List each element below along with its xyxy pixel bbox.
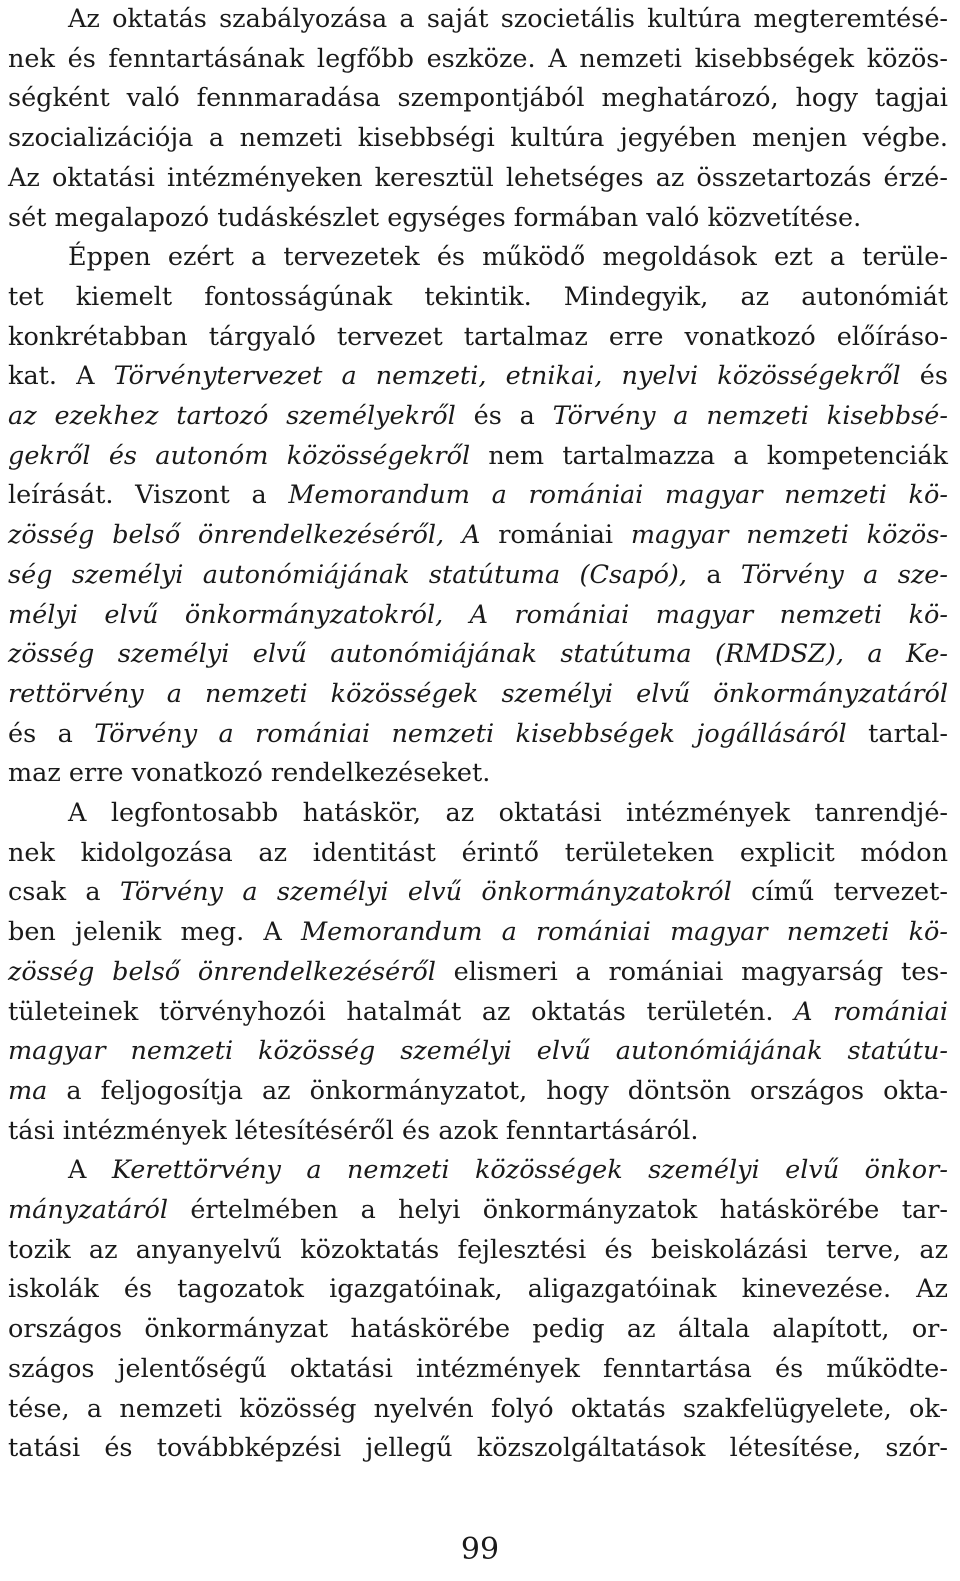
text-run: Éppen ezért a tervezetek és működő megoldások ezt a terüle-: [68, 242, 948, 273]
text-run: tatási és továbbképzési jellegű közszolgáltatások létesítése, szór-: [8, 1433, 948, 1464]
italic-text-run: mányzatáról: [8, 1195, 168, 1225]
text-line: [8, 715, 948, 755]
text-line: [8, 1390, 948, 1430]
text-run: A: [68, 1155, 112, 1186]
text-run: szágos jelentőségű oktatási intézmények fenntartása és működte-: [8, 1353, 948, 1384]
text-run: Az oktatás szabályozása a saját szocietális kultúra megteremtésé-: [68, 4, 949, 34]
text-line: [8, 834, 948, 874]
text-run: sét megalapozó tudáskészlet egységes formában való közvetítése.: [8, 202, 862, 233]
text-run: kat. A: [8, 361, 114, 392]
italic-text-run: Törvény a személyi elvű önkormányzatokról: [120, 877, 732, 908]
text-run: és: [900, 361, 948, 392]
text-line: [8, 556, 948, 596]
text-line: [8, 1072, 948, 1112]
text-run: tási intézmények létesítéséről és azok fenntartásáról.: [8, 1115, 699, 1146]
text-line: [8, 0, 948, 40]
text-run: nek és fenntartásának legfőbb eszköze. A nemzeti kisebbségek közös-: [8, 43, 949, 74]
text-line: [8, 596, 948, 636]
italic-text-run: ség személyi autonómiájának statútuma (Csapó),: [8, 559, 687, 590]
italic-text-run: Törvény a sze-: [740, 559, 948, 590]
text-run: a feljogosítja az önkormányzatot, hogy döntsön országos okta-: [47, 1075, 948, 1106]
text-line: [8, 873, 948, 913]
text-line: [8, 278, 948, 318]
text-line: [8, 675, 948, 715]
text-run: ségként való fennmaradása szempontjából meghatározó, hogy tagjai: [8, 83, 948, 114]
italic-text-run: magyar nemzeti közösség személyi elvű autonómiájának statútu-: [8, 1036, 948, 1067]
text-run: szocializációja a nemzeti kisebbségi kultúra jegyében menjen végbe.: [8, 123, 949, 154]
text-line: [8, 238, 948, 278]
text-run: iskolák és tagozatok igazgatóinak, aligazgatóinak kinevezése. Az: [8, 1274, 948, 1305]
text-line: [8, 993, 948, 1033]
text-run: a: [687, 559, 741, 590]
text-line: [8, 119, 948, 159]
text-run: Az oktatási intézményeken keresztül lehetséges az összetartozás érzé-: [8, 162, 948, 193]
text-run: A legfontosabb hatáskör, az oktatási intézmények tanrendjé-: [68, 798, 949, 828]
text-run: és a: [8, 718, 95, 749]
text-line: [8, 516, 948, 556]
italic-text-run: gekről és autonóm közösségekről: [8, 440, 471, 471]
italic-text-run: zösség belső önrendelkezéséről, A: [8, 520, 481, 551]
text-run: nem tartalmazza a kompetenciák: [470, 440, 948, 471]
text-line: [8, 1429, 948, 1469]
text-line: [8, 40, 948, 80]
text-line: [8, 1270, 948, 1310]
text-run: tet kiemelt fontosságúnak tekintik. Mindegyik, az autonómiát: [8, 281, 949, 312]
text-line: [8, 199, 861, 239]
text-line: [8, 1191, 948, 1231]
text-line: [8, 1151, 948, 1191]
text-run: romániai: [480, 520, 631, 551]
text-run: tartal-: [846, 718, 949, 749]
text-run: nek kidolgozása az identitást érintő területeken explicit módon: [8, 837, 949, 868]
text-run: tületeinek törvényhozói hatalmát az oktatás területén.: [8, 996, 795, 1027]
text-line: [8, 1350, 948, 1390]
italic-text-run: Kerettörvény a nemzeti közösségek személyi elvű önkor-: [111, 1155, 948, 1186]
text-run: maz erre vonatkozó rendelkezéseket.: [8, 758, 491, 789]
text-line: [8, 953, 948, 993]
text-line: [8, 635, 948, 675]
text-run: értelmében a helyi önkormányzatok hatáskörébe tar-: [168, 1195, 948, 1225]
italic-text-run: rettörvény a nemzeti közösségek személyi elvű önkormányzatáról: [8, 678, 949, 709]
text-run: leírását. Viszont a: [8, 480, 289, 511]
text-line: [8, 357, 948, 397]
italic-text-run: Törvény a romániai nemzeti kisebbségek jogállásáról: [94, 718, 847, 749]
italic-text-run: az ezekhez tartozó személyekről: [8, 401, 456, 431]
italic-text-run: mélyi elvű önkormányzatokról, A romániai magyar nemzeti kö-: [8, 599, 948, 630]
text-line: [8, 1310, 948, 1350]
italic-text-run: ma: [8, 1075, 48, 1106]
text-run: tése, a nemzeti közösség nyelvén folyó oktatás szakfelügyelete, ok-: [8, 1393, 949, 1424]
italic-text-run: Törvénytervezet a nemzeti, etnikai, nyelvi közösségekről: [113, 361, 901, 392]
italic-text-run: Törvény a nemzeti kisebbsé-: [552, 401, 948, 431]
text-run: országos önkormányzat hatáskörébe pedig az általa alapított, or-: [8, 1314, 948, 1345]
text-line: [8, 79, 948, 119]
italic-text-run: Memorandum a romániai magyar nemzeti kö-: [288, 480, 948, 511]
text-run: csak a: [8, 877, 121, 908]
italic-text-run: zösség belső önrendelkezéséről: [8, 956, 436, 987]
text-line: [8, 1231, 948, 1271]
text-line: [8, 754, 490, 794]
italic-text-run: Memorandum a romániai magyar nemzeti kö-: [300, 917, 949, 948]
italic-text-run: magyar nemzeti közös-: [630, 520, 948, 551]
text-line: [8, 1112, 698, 1152]
text-run: ben jelenik meg. A: [8, 917, 301, 948]
text-line: [8, 476, 948, 516]
text-line: [8, 1032, 948, 1072]
text-line: [8, 794, 948, 834]
text-line: [8, 159, 948, 199]
text-run: elismeri a romániai magyarság tes-: [435, 956, 948, 987]
text-line: [8, 913, 948, 953]
text-line: [8, 397, 948, 437]
text-line: [8, 318, 948, 358]
text-run: konkrétabban tárgyaló tervezet tartalmaz erre vonatkozó előíráso-: [8, 321, 949, 352]
text-run: tozik az anyanyelvű közoktatás fejlesztési és beiskolázási terve, az: [8, 1234, 948, 1265]
text-line: [8, 437, 948, 477]
italic-text-run: zösség személyi elvű autonómiájának statútuma (RMDSZ), a Ke-: [8, 639, 949, 670]
text-run: és a: [455, 401, 553, 431]
text-run: című tervezet-: [731, 877, 949, 908]
page-number: 99: [460, 1532, 500, 1567]
italic-text-run: A romániai: [794, 996, 949, 1027]
